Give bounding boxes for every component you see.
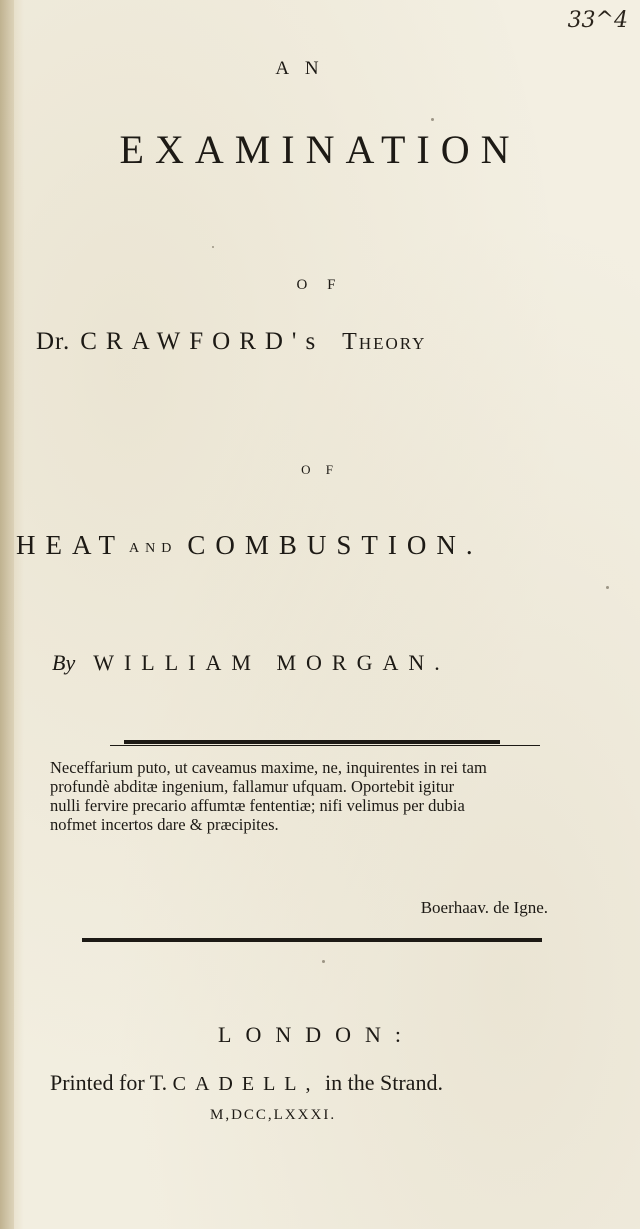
motto-line: profundè abditæ ingenium, fallamur ufquam. Oportebit igitur <box>50 777 455 796</box>
title-of-1: O F <box>296 277 344 293</box>
subject-heat: HEAT <box>16 530 125 560</box>
paper-speck <box>431 118 434 121</box>
motto-citation: Boerhaav. de Igne. <box>420 898 548 917</box>
title-main: EXAMINATION <box>119 127 521 172</box>
title-subject-author <box>36 328 426 356</box>
author-prefix: Dr. <box>36 328 71 355</box>
paper-speck <box>212 246 214 248</box>
imprint-location: in the Strand. <box>325 1070 443 1095</box>
motto-block <box>50 758 598 834</box>
motto-line: nofmet incertos dare & præcipites. <box>50 815 279 834</box>
rule-bottom-thick <box>82 938 542 942</box>
binding-edge <box>0 0 14 1229</box>
paper-speck <box>322 960 325 963</box>
subject-combustion: COMBUSTION. <box>187 530 483 560</box>
rule-top-thick <box>124 740 500 744</box>
title-of-2: O F <box>301 462 339 477</box>
paper-speck <box>606 586 609 589</box>
author-surname: CRAWFORD's <box>80 328 325 355</box>
motto-line: nulli fervire precario affumtæ fententiæ; nifi velimus per dubia <box>50 796 465 815</box>
shelfmark-handwritten: 33^4 <box>567 8 628 33</box>
title-article: A N <box>275 58 325 79</box>
imprint-publisher: CADELL, <box>172 1073 320 1095</box>
rule-top-thin <box>110 745 540 746</box>
title-subject <box>16 530 483 561</box>
subject-and: AND <box>129 541 178 556</box>
imprint-line <box>50 1070 443 1096</box>
imprint-printed-for: Printed for T. <box>50 1070 168 1095</box>
motto-line: Neceffarium puto, ut caveamus maxime, ne, inquirentes in rei tam <box>50 758 487 777</box>
byline-by: By <box>52 650 76 675</box>
imprint-date: M,DCC,LXXXI. <box>210 1107 337 1123</box>
imprint-place: LONDON: <box>218 1022 415 1047</box>
byline-author: WILLIAM MORGAN. <box>93 650 450 675</box>
byline <box>52 650 450 676</box>
title-theory: Theory <box>342 329 427 355</box>
